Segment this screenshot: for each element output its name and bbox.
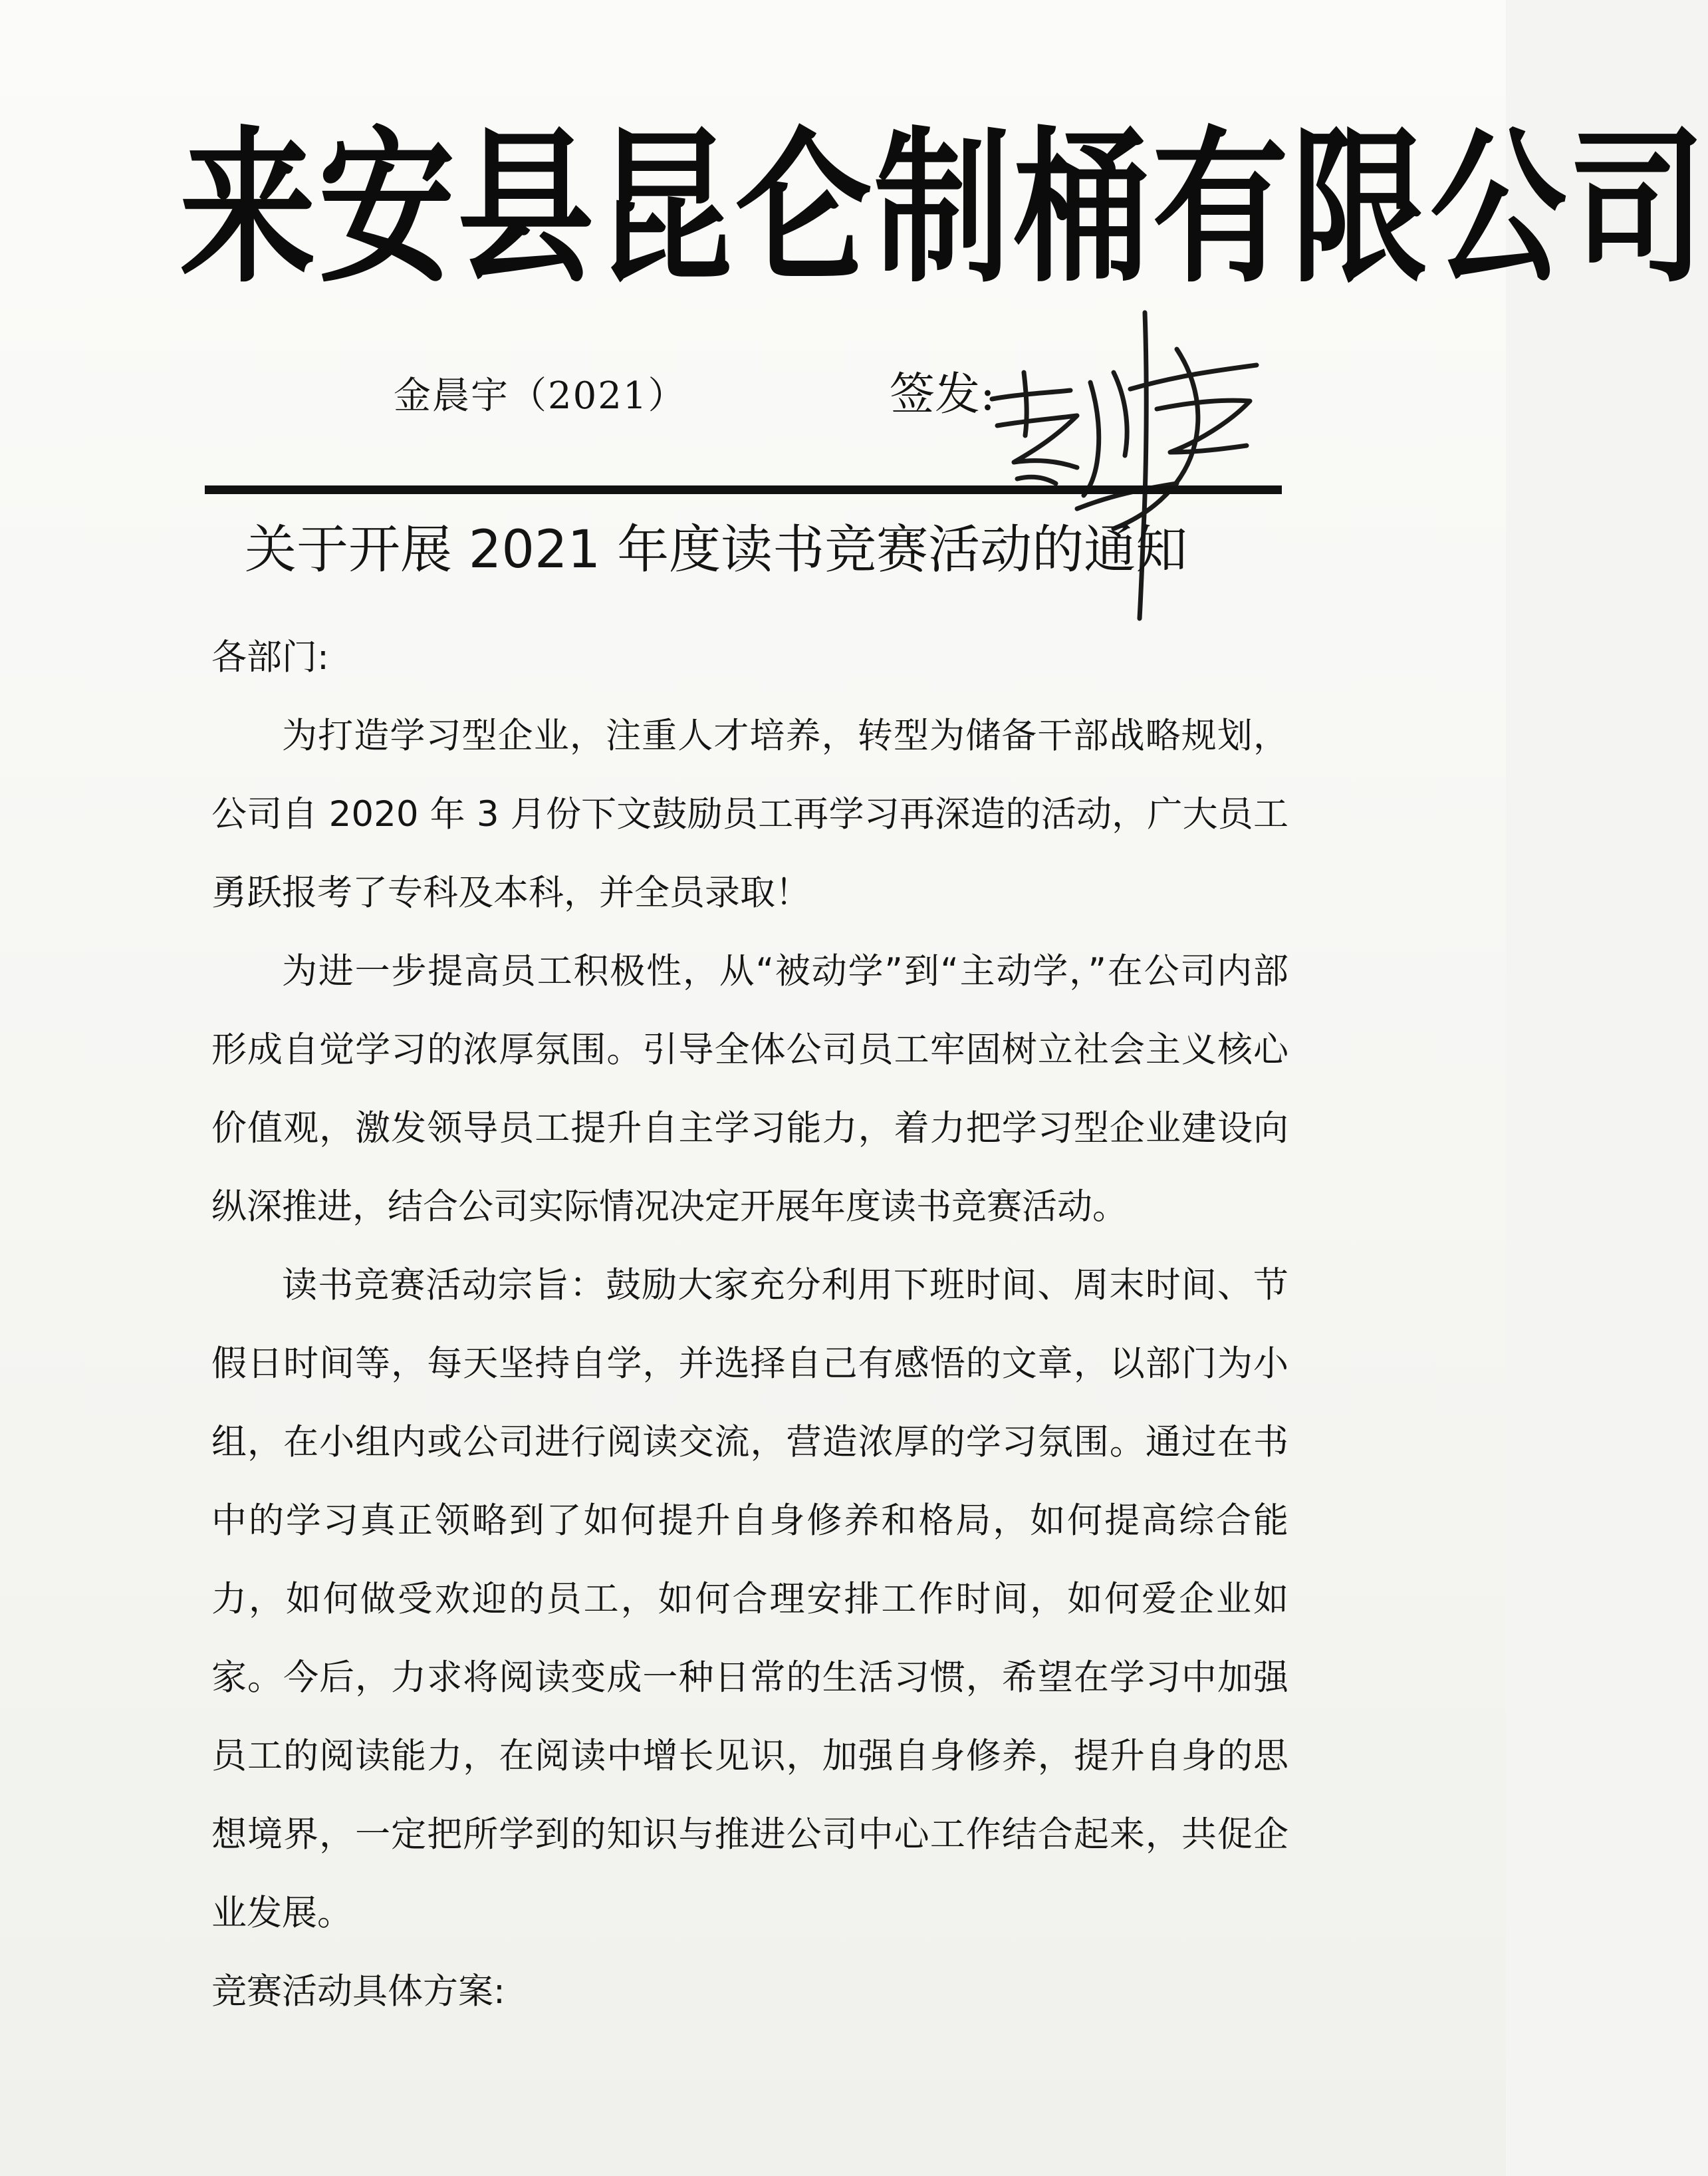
paragraph: 为打造学习型企业，注重人才培养，转型为储备干部战略规划，公司自 2020 年 3 月份下文鼓励员工再学习再深造的活动，广大员工勇跃报考了专科及本科，并全员录取！	[211, 716, 1288, 913]
plan-heading: 竞赛活动具体方案:	[211, 1971, 505, 2012]
document-number: 金晨宇（2021）	[394, 374, 687, 418]
notice-body	[211, 618, 1288, 2031]
header-divider	[205, 485, 1282, 494]
signer-label: 签发:	[890, 368, 995, 421]
salutation: 各部门:	[211, 637, 329, 678]
paragraph: 读书竞赛活动宗旨：鼓励大家充分利用下班时间、周末时间、节假日时间等，每天坚持自学，并选择自己有感悟的文章，以部门为小组，在小组内或公司进行阅读交流，营造浓厚的学习氛围。通过在书中的学习真正领略到了如何提升自身修养和格局，如何提高综合能力，如何做受欢迎的员工，如何合理安排工作时间，如何爱企业如家。今后，力求将阅读变成一种日常的生活习惯，希望在学习中加强员工的阅读能力，在阅读中增长见识，加强自身修养，提升自身的思想境界，一定把所学到的知识与推进公司中心工作结合起来，共促企业发展。	[211, 1265, 1288, 1933]
paragraph: 为进一步提高员工积极性，从“被动学”到“主动学，”在公司内部形成自觉学习的浓厚氛围。引导全体公司员工牢固树立社会主义核心价值观，激发领导员工提升自主学习能力，着力把学习型企业建设向纵深推进，结合公司实际情况决定开展年度读书竞赛活动。	[211, 951, 1288, 1227]
company-letterhead-title: 来安县昆仑制桶有限公司	[180, 112, 1708, 306]
notice-title: 关于开展 2021 年度读书竞赛活动的通知	[245, 520, 1188, 580]
